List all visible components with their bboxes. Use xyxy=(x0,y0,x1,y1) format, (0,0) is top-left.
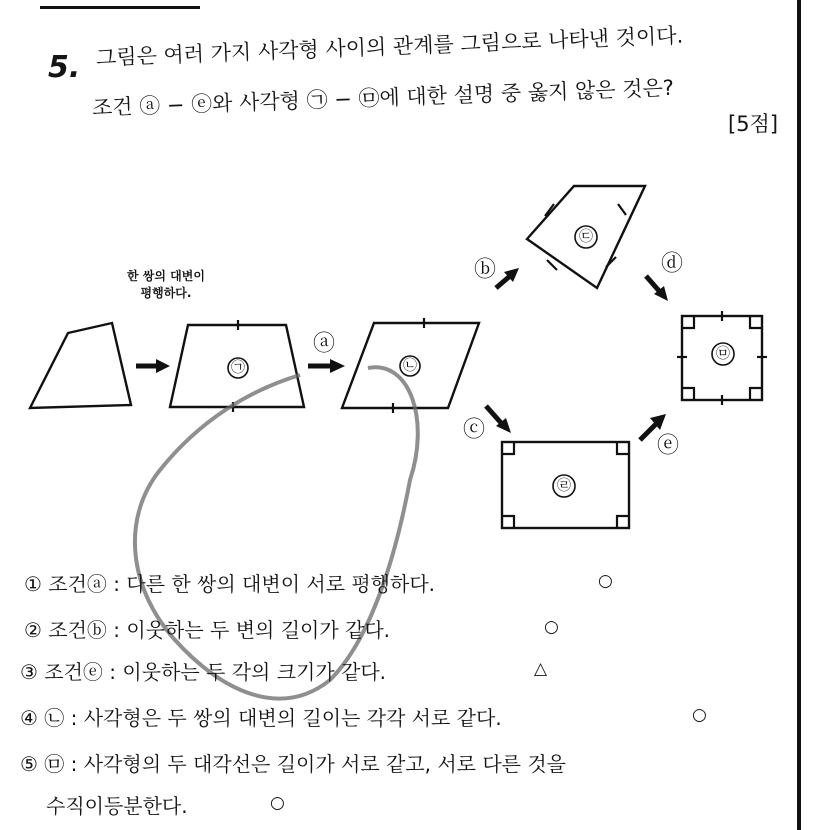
option-3: ③ 조건ⓔ : 이웃하는 두 각의 크기가 같다. xyxy=(20,660,387,684)
option-1: ① 조건ⓐ : 다른 한 쌍의 대변이 서로 평행하다. xyxy=(24,572,436,596)
question-text-line1: 그림은 여러 가지 사각형 사이의 관계를 그림으로 나타낸 것이다. xyxy=(95,23,684,70)
question-number: 5. xyxy=(48,50,81,85)
question-points: [5점] xyxy=(728,112,779,136)
shape-label-4: ㉣ xyxy=(557,478,571,494)
condition-marker-c: ⓒ xyxy=(462,417,486,443)
condition-marker-b: ⓑ xyxy=(473,257,497,283)
shape-label-1: ㉠ xyxy=(231,360,245,376)
option-5-mark: ○ xyxy=(270,793,285,813)
condition-marker-a: ⓐ xyxy=(312,331,336,357)
option-2: ② 조건ⓑ : 이웃하는 두 변의 길이가 같다. xyxy=(24,618,391,642)
option-1-mark: ○ xyxy=(598,571,613,591)
condition-markers xyxy=(313,252,683,459)
condition-label: 한 쌍의 대변이 평행하다. xyxy=(127,269,205,300)
shape-label-3: ㉢ xyxy=(579,229,593,245)
side-tick-marks xyxy=(233,204,767,413)
condition-marker-d: ⓓ xyxy=(660,251,684,277)
pencil-loop-annotation xyxy=(135,367,418,698)
option-3-mark: △ xyxy=(534,659,548,679)
question-text-line2: 조건 ⓐ − ⓔ와 사각형 ㉠ − ㉤에 대한 설명 중 옳지 않은 것은? xyxy=(91,75,675,120)
condition-marker-e: ⓔ xyxy=(656,433,680,459)
shape-label-2: ㉡ xyxy=(403,358,417,374)
shape-label-5: ㉤ xyxy=(716,346,730,362)
option-5: ⑤ ㉤ : 사각형의 두 대각선은 길이가 서로 같고, 서로 다른 것을 xyxy=(20,752,566,776)
option-2-mark: ○ xyxy=(544,617,559,637)
option-4-mark: ○ xyxy=(692,705,707,725)
option-4: ④ ㉡ : 사각형은 두 쌍의 대변의 길이는 각각 서로 같다. xyxy=(20,706,502,730)
quadrilateral-shape xyxy=(30,323,131,408)
option-5-continued: 수직이등분한다. xyxy=(46,794,188,818)
